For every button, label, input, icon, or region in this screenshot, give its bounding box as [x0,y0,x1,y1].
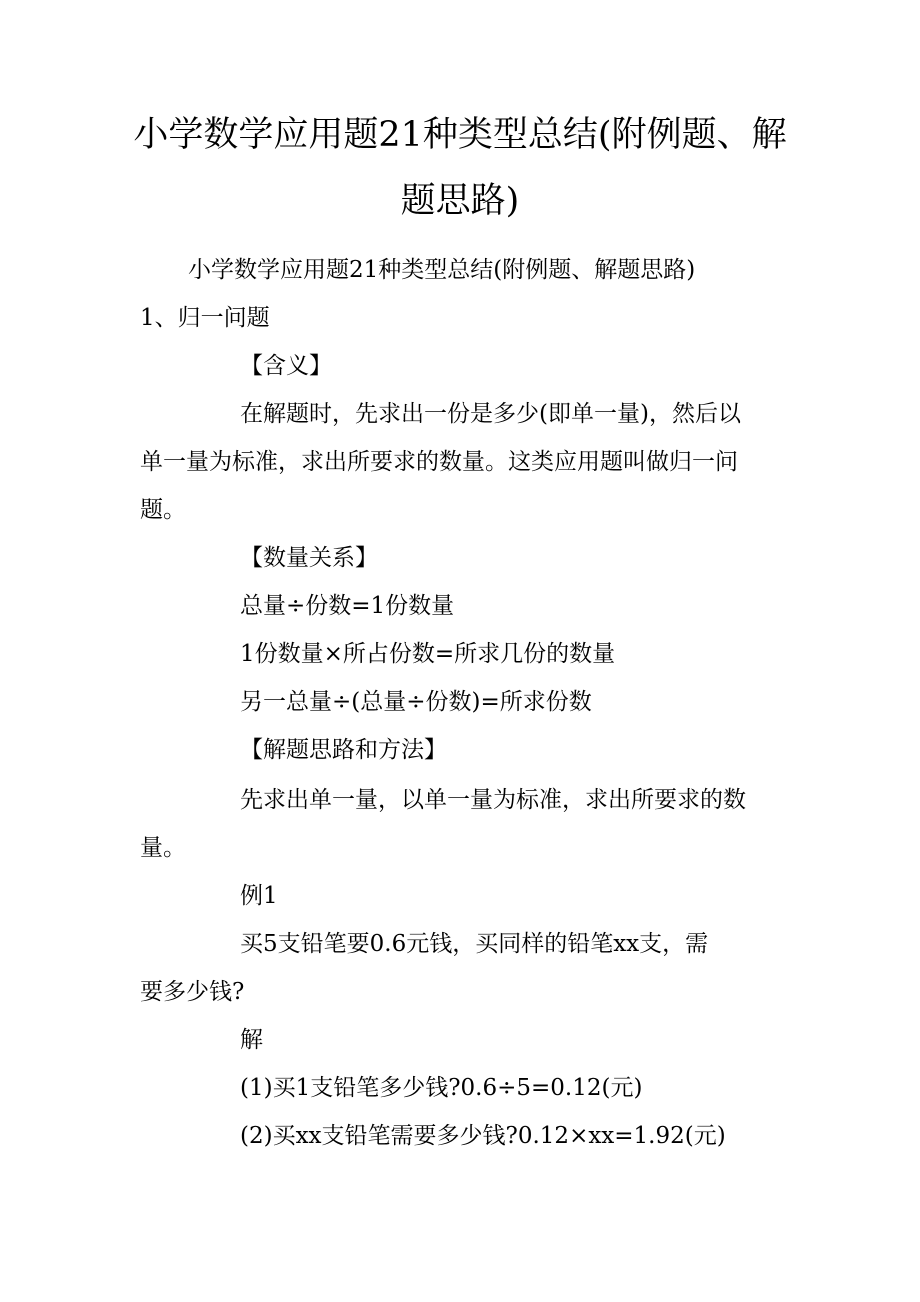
document-title-line-1: 小学数学应用题21种类型总结(附例题、解 [133,115,787,155]
method-line-1: 先求出单一量，以单一量为标准，求出所要求的数 [240,787,746,813]
meaning-line-1: 在解题时，先求出一份是多少(即单一量)，然后以 [240,401,741,427]
meaning-header: 【含义】 [240,353,332,379]
section-heading: 1、归一问题 [140,305,270,331]
relation-header: 【数量关系】 [240,545,378,571]
example-label: 例1 [240,883,278,909]
solution-label: 解 [240,1027,263,1053]
solution-step-2: (2)买xx支铅笔需要多少钱?0.12×xx=1.92(元) [240,1123,726,1149]
meaning-line-3: 题。 [140,497,186,523]
relation-formula-1: 总量÷份数=1份数量 [240,593,455,619]
document-title-line-2: 题思路) [400,181,520,221]
method-header: 【解题思路和方法】 [240,737,447,763]
relation-formula-2: 1份数量×所占份数=所求几份的数量 [240,641,616,667]
relation-formula-3: 另一总量÷(总量÷份数)=所求份数 [240,689,592,715]
meaning-line-2: 单一量为标准，求出所要求的数量。这类应用题叫做归一问 [140,449,738,475]
method-line-2: 量。 [140,835,186,861]
solution-step-1: (1)买1支铅笔多少钱?0.6÷5=0.12(元) [240,1075,643,1101]
example-line-2: 要多少钱? [140,979,245,1005]
document-subtitle: 小学数学应用题21种类型总结(附例题、解题思路) [188,257,696,283]
example-line-1: 买5支铅笔要0.6元钱，买同样的铅笔xx支，需 [240,931,709,957]
